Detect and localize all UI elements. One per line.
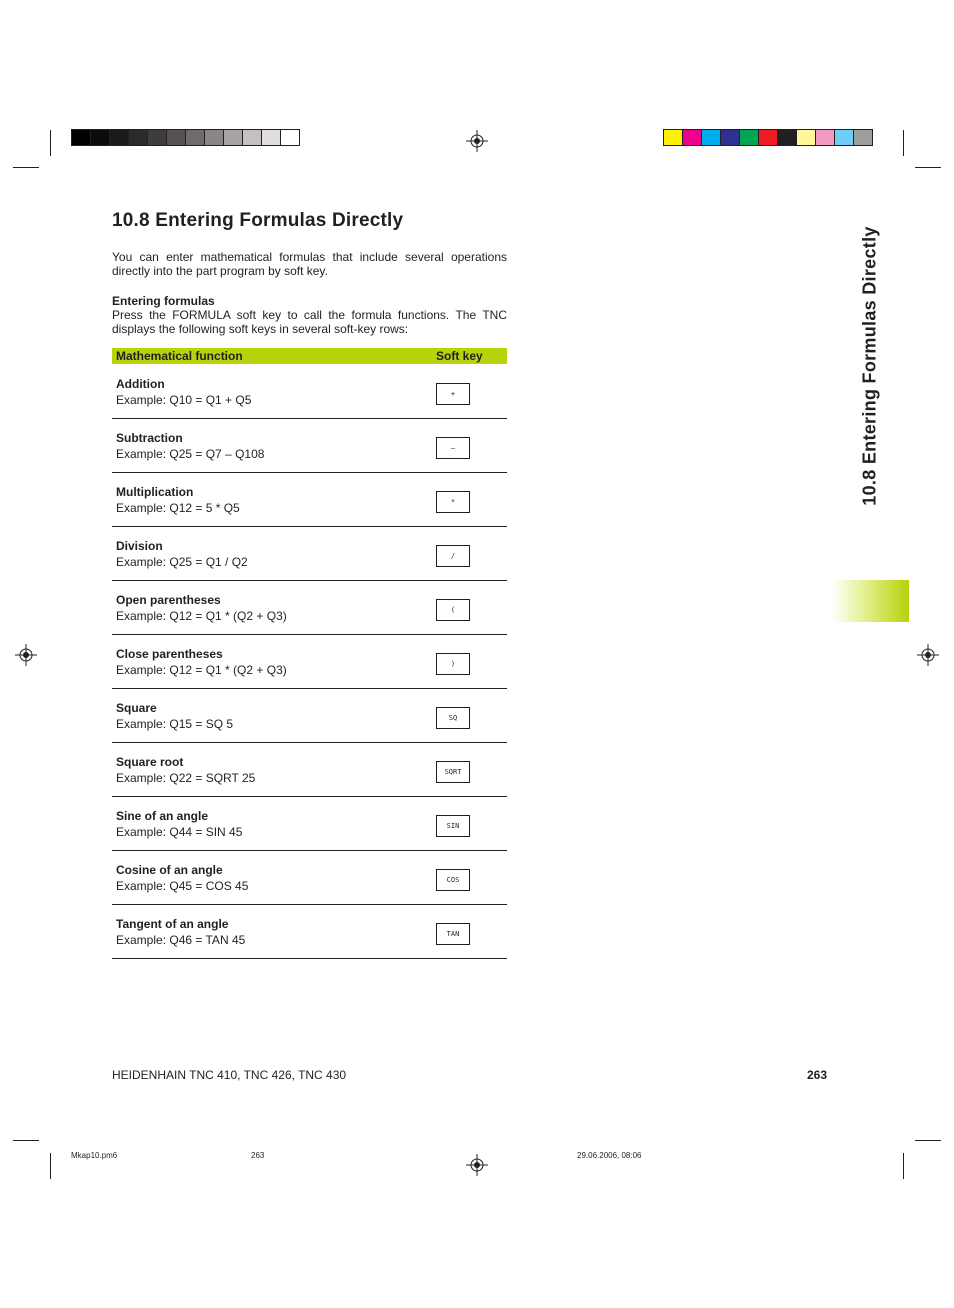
table-row (112, 905, 507, 959)
function-name: Cosine of an angle (116, 863, 223, 877)
calibration-swatch (796, 129, 816, 146)
softkey-multiply[interactable]: * (436, 491, 470, 513)
table-row (112, 851, 507, 905)
table-row (112, 797, 507, 851)
function-name: Open parentheses (116, 593, 221, 607)
crop-mark (50, 130, 51, 156)
function-name: Sine of an angle (116, 809, 209, 823)
calibration-swatch (109, 129, 129, 146)
function-example: Example: Q12 = 5 * Q5 (116, 501, 240, 515)
function-name: Multiplication (116, 485, 194, 499)
calibration-swatch (280, 129, 300, 146)
function-example: Example: Q45 = COS 45 (116, 879, 249, 893)
column-header-function: Mathematical function (116, 349, 243, 363)
section-title: 10.8 Entering Formulas Directly (112, 210, 404, 231)
calibration-swatch (71, 129, 91, 146)
slug-date: 29.06.2006, 08:06 (577, 1151, 642, 1160)
calibration-swatch (853, 129, 873, 146)
calibration-swatch (663, 129, 683, 146)
function-name: Addition (116, 377, 165, 391)
calibration-swatch (242, 129, 262, 146)
registration-mark-icon (15, 644, 37, 666)
table-row (112, 527, 507, 581)
function-example: Example: Q10 = Q1 + Q5 (116, 393, 252, 407)
function-name: Square root (116, 755, 184, 769)
function-example: Example: Q22 = SQRT 25 (116, 771, 256, 785)
softkey-close-parenthesis[interactable]: ) (436, 653, 470, 675)
table-row (112, 581, 507, 635)
calibration-swatch (777, 129, 797, 146)
calibration-swatch (720, 129, 740, 146)
slug-file: Mkap10.pm6 (71, 1151, 118, 1160)
crop-mark (13, 167, 39, 168)
calibration-swatch (223, 129, 243, 146)
crop-mark (915, 167, 941, 168)
intro-paragraph: You can enter mathematical formulas that include several operations directly into the part program by soft key. (112, 250, 507, 278)
calibration-swatch (147, 129, 167, 146)
function-name: Tangent of an angle (116, 917, 229, 931)
function-example: Example: Q12 = Q1 * (Q2 + Q3) (116, 609, 287, 623)
calibration-swatch (815, 129, 835, 146)
crop-mark (915, 1140, 941, 1141)
function-name: Division (116, 539, 163, 553)
color-calibration-strip (663, 129, 873, 146)
softkey-plus[interactable]: + (436, 383, 470, 405)
table-row (112, 743, 507, 797)
calibration-swatch (261, 129, 281, 146)
slug-page: 263 (251, 1151, 265, 1160)
table-row (112, 689, 507, 743)
crop-mark (903, 1153, 904, 1179)
page-number: 263 (807, 1068, 828, 1082)
side-title-text: 10.8 Entering Formulas Directly (859, 226, 880, 506)
softkey-square-root[interactable]: SQRT (436, 761, 470, 783)
softkey-square[interactable]: SQ (436, 707, 470, 729)
function-example: Example: Q15 = SQ 5 (116, 717, 234, 731)
table-row (112, 365, 507, 419)
calibration-swatch (682, 129, 702, 146)
function-example: Example: Q44 = SIN 45 (116, 825, 243, 839)
crop-mark (903, 130, 904, 156)
registration-mark-icon (466, 130, 488, 152)
calibration-swatch (204, 129, 224, 146)
function-name: Subtraction (116, 431, 183, 445)
table-row (112, 473, 507, 527)
grayscale-calibration-strip (71, 129, 300, 146)
registration-mark-icon (466, 1154, 488, 1176)
calibration-swatch (90, 129, 110, 146)
calibration-swatch (739, 129, 759, 146)
softkey-sine[interactable]: SIN (436, 815, 470, 837)
calibration-swatch (128, 129, 148, 146)
softkey-cosine[interactable]: COS (436, 869, 470, 891)
table-row (112, 635, 507, 689)
calibration-swatch (166, 129, 186, 146)
function-example: Example: Q12 = Q1 * (Q2 + Q3) (116, 663, 287, 677)
calibration-swatch (185, 129, 205, 146)
calibration-swatch (758, 129, 778, 146)
instructions-paragraph: Press the FORMULA soft key to call the formula functions. The TNC displays the following soft keys in several soft-key rows: (112, 308, 507, 336)
function-name: Close parentheses (116, 647, 223, 661)
softkey-divide[interactable]: / (436, 545, 470, 567)
chapter-thumb-tab (832, 580, 909, 622)
table-header (112, 348, 507, 364)
registration-mark-icon (917, 644, 939, 666)
column-header-softkey: Soft key (436, 349, 483, 363)
table-row (112, 419, 507, 473)
crop-mark (50, 1153, 51, 1179)
softkey-minus[interactable]: – (436, 437, 470, 459)
calibration-swatch (834, 129, 854, 146)
function-example: Example: Q25 = Q7 – Q108 (116, 447, 265, 461)
footer-product: HEIDENHAIN TNC 410, TNC 426, TNC 430 (112, 1068, 347, 1082)
subheading: Entering formulas (112, 294, 215, 308)
function-name: Square (116, 701, 157, 715)
softkey-tangent[interactable]: TAN (436, 923, 470, 945)
function-example: Example: Q46 = TAN 45 (116, 933, 246, 947)
function-example: Example: Q25 = Q1 / Q2 (116, 555, 248, 569)
crop-mark (13, 1140, 39, 1141)
softkey-open-parenthesis[interactable]: ( (436, 599, 470, 621)
calibration-swatch (701, 129, 721, 146)
